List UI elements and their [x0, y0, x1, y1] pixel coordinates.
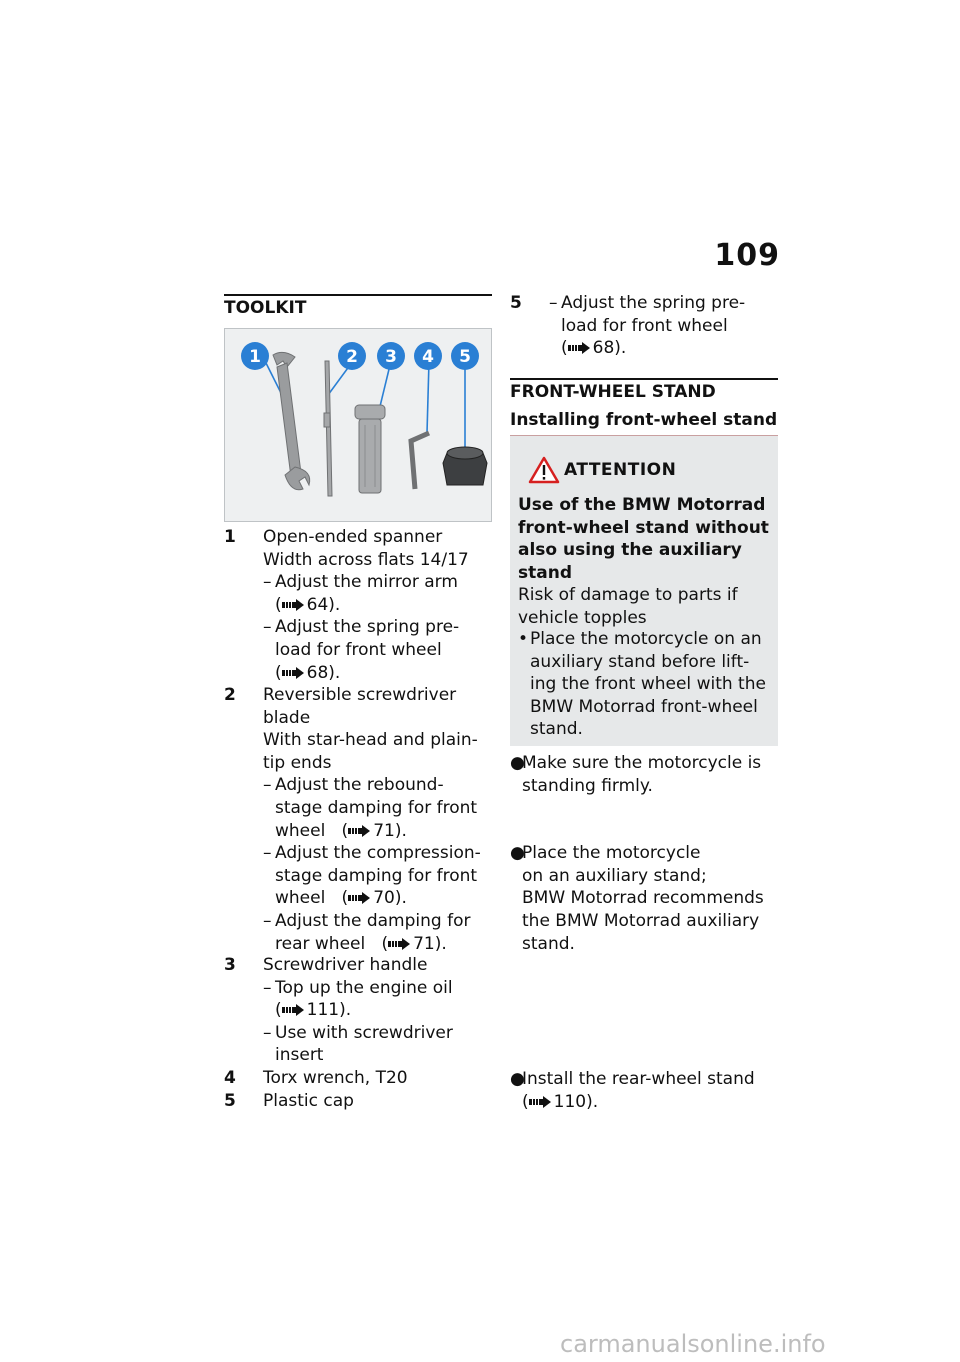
step-text: stand.	[522, 933, 575, 954]
sub-step: – Adjust the compression- stage damping for front wheel ( 70).	[263, 842, 494, 910]
attention-box	[510, 436, 778, 746]
toolkit-item-3	[224, 954, 494, 1067]
watermark: carmanualsonline.info	[560, 1330, 826, 1358]
front-wheel-stand-heading: FRONT-WHEEL STAND	[510, 382, 716, 402]
torx-wrench-icon	[411, 433, 429, 489]
page-reference[interactable]: ( 110).	[522, 1091, 599, 1112]
item-detail: tip ends	[263, 752, 332, 773]
item-detail: Width across flats 14/17	[263, 549, 469, 570]
toolkit-item-1	[224, 526, 494, 684]
step-text: the BMW Motorrad auxiliary	[522, 910, 760, 931]
step-text: Place the motorcycle	[522, 843, 701, 864]
item-title: Screwdriver handle	[263, 955, 428, 975]
attention-action: • Place the motorcycle on an auxiliary stand before lift- ing the front wheel with the BMW Motorrad front-wheel stand.	[518, 629, 766, 740]
arrow-ref-icon	[348, 825, 370, 837]
callout-4-label: 4	[422, 347, 434, 367]
item-title: Reversible screwdriver	[263, 685, 457, 705]
arrow-ref-icon	[529, 1096, 551, 1108]
callout-3-label: 3	[385, 347, 397, 367]
page-number: 109	[714, 238, 780, 273]
page-reference[interactable]: ( 68).	[275, 662, 341, 683]
sub-step-text: stage damping for front	[275, 865, 478, 886]
page-reference[interactable]: ( 71).	[381, 933, 447, 954]
item-title: Torx wrench, T20	[263, 1068, 408, 1088]
toolkit-item-2	[224, 684, 494, 955]
arrow-ref-icon	[282, 599, 304, 611]
screwdriver-blade-icon	[324, 361, 332, 496]
arrow-ref-icon	[568, 342, 590, 354]
toolkit-illustration	[225, 329, 491, 521]
page-reference[interactable]: ( 64).	[275, 594, 341, 615]
attention-label: ATTENTION	[564, 460, 677, 480]
spanner-icon	[273, 352, 310, 489]
sub-step: – Top up the engine oil ( 111).	[263, 977, 494, 1022]
sub-step: – Adjust the spring pre- load for front wheel ( 68).	[263, 616, 494, 684]
sub-step-text: stage damping for front	[275, 797, 478, 818]
sub-step-text: wheel	[275, 820, 326, 841]
step-item: ● Place the motorcycle on an auxiliary stand; BMW Motorrad recommends the BMW Motorrad auxiliary stand.	[510, 842, 790, 955]
sub-step-text: Adjust the mirror arm	[275, 572, 458, 593]
sub-step: – Adjust the mirror arm ( 64).	[263, 571, 494, 616]
item-number: 5	[224, 1091, 236, 1111]
sub-step-text: rear wheel	[275, 933, 366, 954]
sub-step-text: load for front wheel	[275, 639, 442, 660]
item-number: 5	[510, 293, 522, 313]
sub-step-text: Adjust the spring pre-	[561, 293, 746, 313]
step-text: BMW Motorrad recommends	[522, 888, 764, 909]
step-item: ● Install the rear-wheel stand ( 110).	[510, 1068, 790, 1113]
sub-step-text: Use with screwdriver	[275, 1022, 453, 1043]
sub-step-text: Adjust the spring pre-	[275, 617, 460, 638]
arrow-ref-icon	[282, 1004, 304, 1016]
page-reference[interactable]: ( 68).	[561, 338, 627, 359]
page-reference[interactable]: ( 70).	[341, 888, 407, 909]
toolkit-item-4	[224, 1067, 494, 1090]
sub-step: – Adjust the spring pre- load for front wheel ( 68).	[549, 292, 780, 360]
item-title: Open-ended spanner	[263, 527, 443, 547]
sub-step-text: wheel	[275, 888, 326, 909]
sub-step-text: Adjust the compression-	[275, 843, 481, 864]
arrow-ref-icon	[388, 938, 410, 950]
callout-1-label: 1	[249, 347, 261, 367]
sub-step-text: Adjust the rebound-	[275, 775, 444, 796]
page-reference[interactable]: ( 111).	[275, 1000, 352, 1021]
toolkit-item-5-continued	[510, 292, 780, 360]
step-text: Make sure the motorcycle is	[522, 753, 762, 773]
item-number: 4	[224, 1068, 236, 1088]
item-number: 2	[224, 685, 236, 705]
step-item: ● Make sure the motorcycle is standing firmly.	[510, 752, 790, 797]
attention-title: Use of the BMW Motorrad front-wheel stand without also using the auxiliary stand	[518, 495, 769, 583]
screwdriver-handle-icon	[355, 405, 385, 493]
toolkit-item-5	[224, 1090, 494, 1113]
arrow-ref-icon	[282, 667, 304, 679]
sub-step-text: Adjust the damping for	[275, 910, 471, 931]
sub-step-text: insert	[275, 1045, 324, 1066]
plastic-cap-icon	[443, 447, 487, 485]
step-text: on an auxiliary stand;	[522, 865, 707, 886]
item-detail: With star-head and plain-	[263, 730, 478, 751]
item-number: 3	[224, 955, 236, 975]
sub-step-text: load for front wheel	[561, 315, 728, 336]
sub-step: – Adjust the damping for rear wheel ( 71).	[263, 910, 494, 955]
section-subheading: Installing front-wheel stand	[510, 410, 778, 430]
step-text: standing firmly.	[522, 775, 653, 796]
step-text: Install the rear-wheel stand	[522, 1069, 755, 1090]
attention-risk: Risk of damage to parts if vehicle topples	[518, 585, 738, 628]
toolkit-heading: TOOLKIT	[224, 298, 307, 318]
heading-rule	[224, 294, 492, 296]
warning-triangle-icon	[528, 456, 560, 484]
arrow-ref-icon	[348, 892, 370, 904]
toolkit-figure	[224, 328, 492, 522]
page-reference[interactable]: ( 71).	[341, 820, 407, 841]
callout-2-label: 2	[346, 347, 358, 367]
callout-5-label: 5	[459, 347, 471, 367]
sub-step: – Adjust the rebound- stage damping for front wheel ( 71).	[263, 774, 494, 842]
sub-step: – Use with screwdriver insert	[263, 1022, 494, 1067]
item-title: blade	[263, 707, 311, 728]
item-title: Plastic cap	[263, 1091, 354, 1111]
heading-rule	[510, 378, 778, 380]
sub-step-text: Top up the engine oil	[275, 977, 453, 998]
item-number: 1	[224, 527, 236, 547]
